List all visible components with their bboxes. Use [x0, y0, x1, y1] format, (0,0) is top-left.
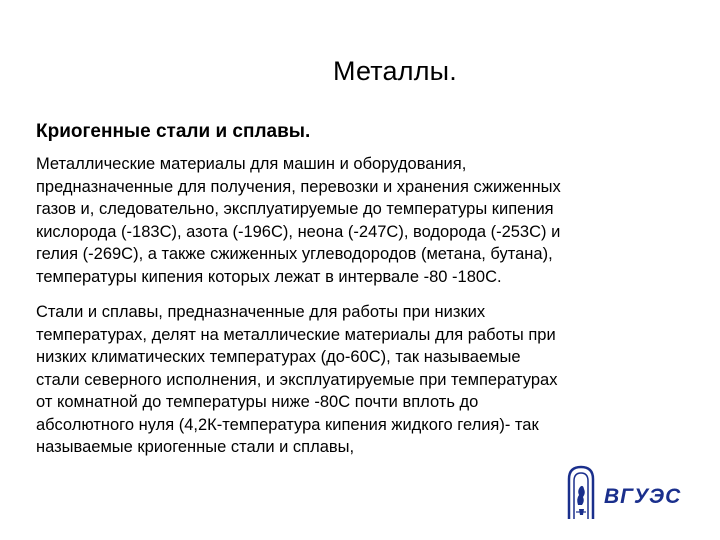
paragraph-line: Металлические материалы для машин и оборудования, — [36, 155, 467, 173]
slide-subtitle: Криогенные стали и сплавы. — [36, 121, 311, 142]
university-emblem-icon — [566, 465, 596, 519]
paragraph-line: температурах, делят на металлические материалы для работы при — [36, 325, 556, 344]
logo-text: ВГУЭС — [604, 485, 682, 508]
paragraph-line: низких климатических температурах (до-60С), так называемые — [36, 348, 521, 366]
paragraph-line: гелия (-269С), а также сжиженных углеводородов (метана, бутана), — [36, 245, 553, 263]
paragraph-line: абсолютного нуля (4,2К-температура кипения жидкого гелия)- так — [36, 415, 539, 434]
paragraph-line: называемые криогенные стали и сплавы, — [36, 438, 355, 456]
paragraph-line: температуры кипения которых лежат в интервале -80 -180С. — [36, 267, 502, 286]
paragraph-line: предназначенные для получения, перевозки и хранения сжиженных — [36, 177, 561, 196]
paragraph-line: Стали и сплавы, предназначенные для работы при низких — [36, 303, 486, 321]
paragraph-line: кислорода (-183С), азота (-196С), неона (-247С), водорода (-253С) и — [36, 222, 561, 241]
university-logo — [566, 465, 686, 521]
slide-title: Металлы. — [332, 56, 457, 86]
paragraph-line: стали северного исполнения, и эксплуатируемые при температурах — [36, 370, 558, 389]
paragraph-2 — [36, 301, 696, 459]
paragraph-1 — [36, 153, 696, 288]
paragraph-line: от комнатной до температуры ниже -80С почти вплоть до — [36, 393, 479, 411]
paragraph-line: газов и, следовательно, эксплуатируемые до температуры кипения — [36, 200, 554, 218]
